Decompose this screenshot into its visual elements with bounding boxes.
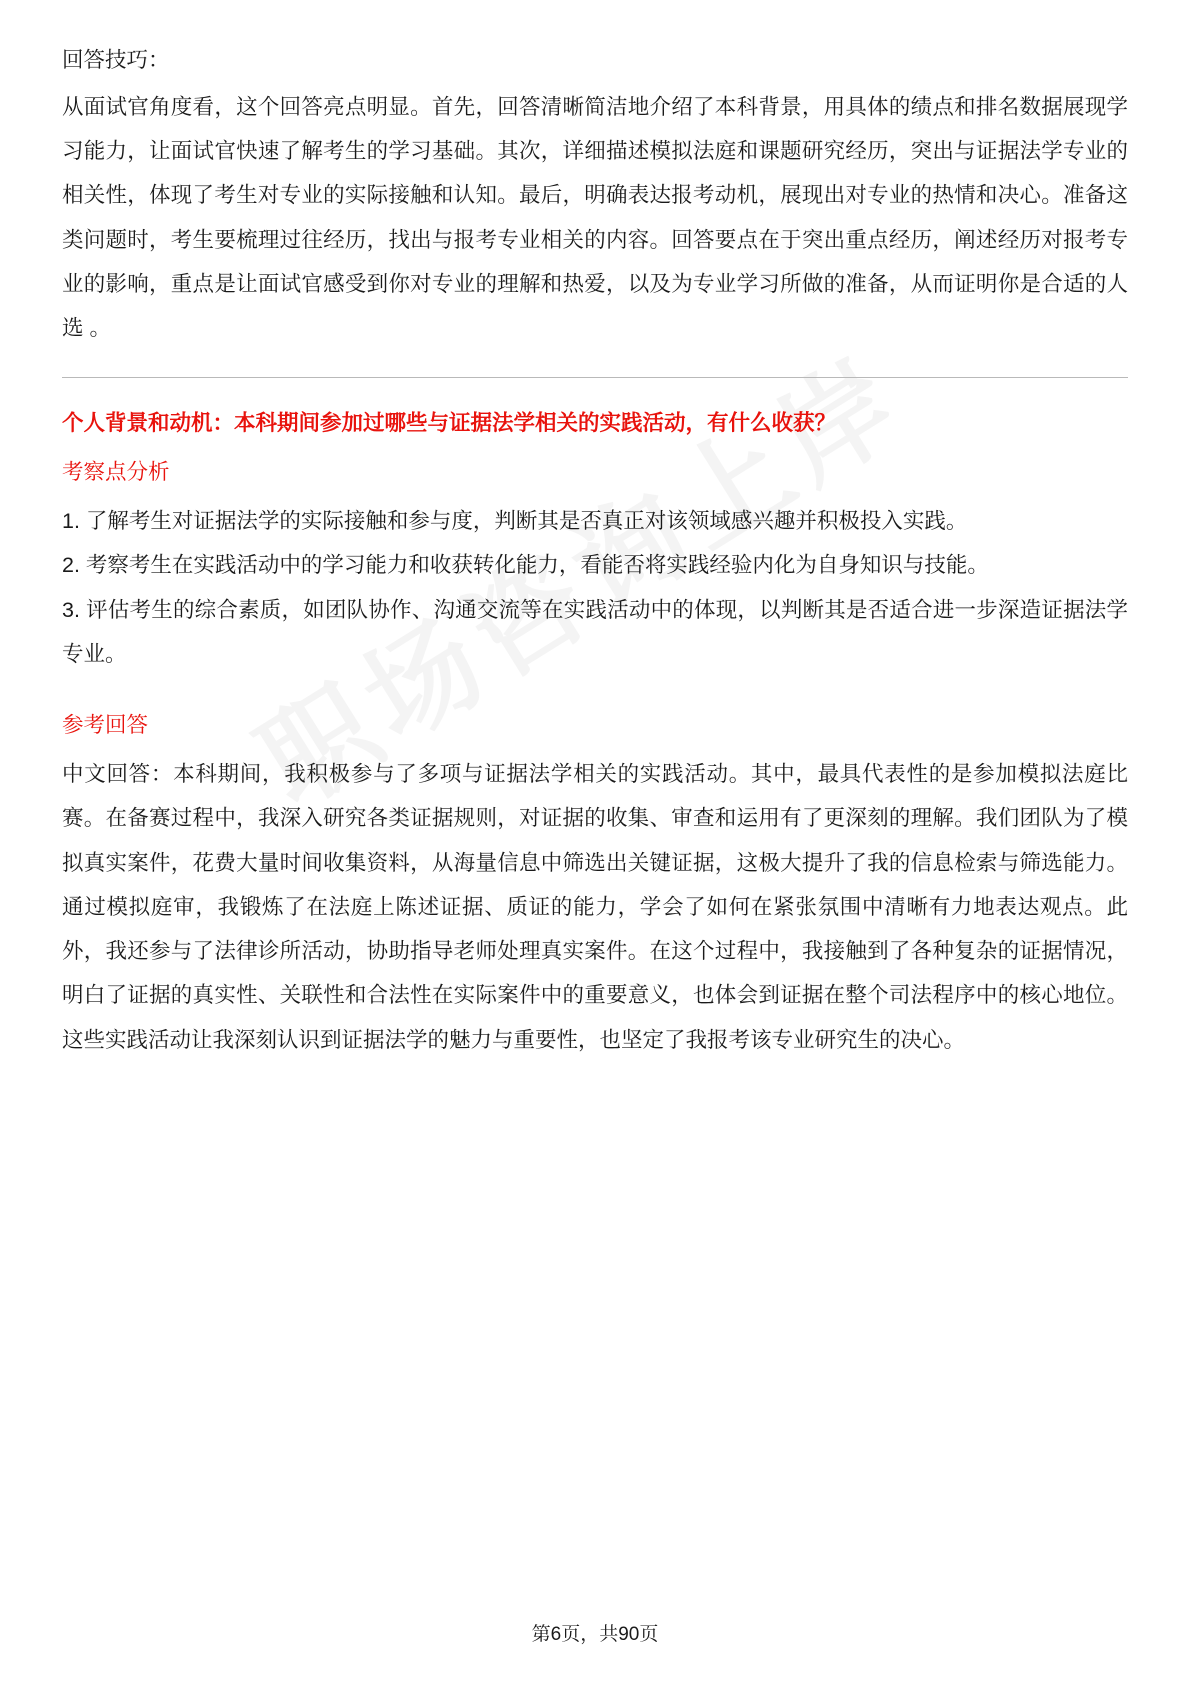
analysis-item-3: 3. 评估考生的综合素质，如团队协作、沟通交流等在实践活动中的体现，以判断其是否适合进一步深造证据法学专业。 [62, 597, 1128, 666]
page-content [62, 40, 1128, 1062]
reference-answer-heading: 参考回答 [62, 713, 149, 738]
analysis-item-1: 1. 了解考生对证据法学的实际接触和参与度，判断其是否真正对该领域感兴趣并积极投入实践。 [62, 509, 968, 534]
page-number: 第6页，共90页 [531, 1624, 659, 1645]
reference-answer-body: 中文回答：本科期间，我积极参与了多项与证据法学相关的实践活动。其中，最具代表性的是参加模拟法庭比赛。在备赛过程中，我深入研究各类证据规则，对证据的收集、审查和运用有了更深刻的理解。我们团队为了模拟真实案件，花费大量时间收集资料，从海量信息中筛选出关键证据，这极大提升了我的信息检索与筛选能力。通过模拟庭审，我锻炼了在法庭上陈述证据、质证的能力，学会了如何在紧张氛围中清晰有力地表达观点。此外，我还参与了法律诊所活动，协助指导老师处理真实案件。在这个过程中，我接触到了各种复杂的证据情况，明白了证据的真实性、关联性和合法性在实际案件中的重要意义，也体会到证据在整个司法程序中的核心地位。这些实践活动让我深刻认识到证据法学的魅力与重要性，也坚定了我报考该专业研究生的决心。 [62, 761, 1128, 1052]
answer-tips-body: 从面试官角度看，这个回答亮点明显。首先，回答清晰简洁地介绍了本科背景，用具体的绩点和排名数据展现学习能力，让面试官快速了解考生的学习基础。其次，详细描述模拟法庭和课题研究经历，突出与证据法学专业的相关性，体现了考生对专业的实际接触和认知。最后，明确表达报考动机，展现出对专业的热情和决心。准备这类问题时，考生要梳理过往经历，找出与报考专业相关的内容。回答要点在于突出重点经历，阐述经历对报考专业的影响，重点是让面试官感受到你对专业的理解和热爱，以及为专业学习所做的准备，从而证明你是合适的人选 。 [62, 94, 1128, 341]
question-title: 个人背景和动机：本科期间参加过哪些与证据法学相关的实践活动，有什么收获？ [62, 410, 837, 435]
answer-tips-label: 回答技巧： [62, 48, 170, 72]
section-divider [62, 377, 1128, 378]
analysis-heading: 考察点分析 [62, 460, 170, 485]
page-footer [0, 1619, 1190, 1646]
analysis-item-2: 2. 考察考生在实践活动中的学习能力和收获转化能力，看能否将实践经验内化为自身知识与技能。 [62, 553, 989, 578]
